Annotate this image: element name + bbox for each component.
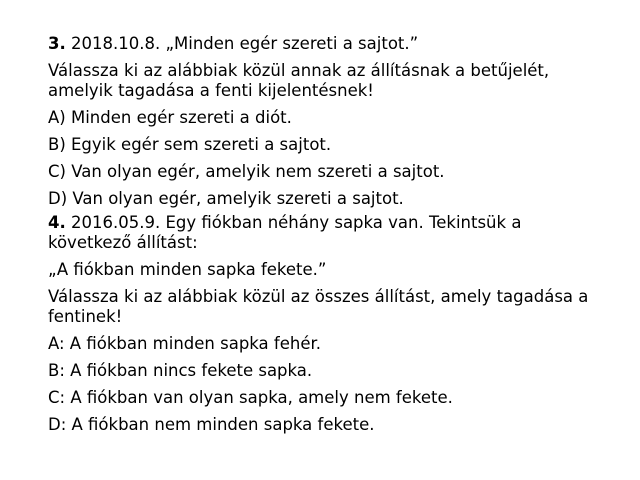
slide-content [48,34,608,442]
q4-option-a: A: A fiókban minden sapka fehér. [48,334,321,353]
q3-option-a: A) Minden egér szereti a diót. [48,108,292,127]
q4-number: 4. [48,213,66,232]
q3-option-c: C) Van olyan egér, amelyik nem szereti a sajtot. [48,162,445,181]
q4-heading-text: 2016.05.9. Egy fiókban néhány sapka van. Tekintsük a következő állítást: [48,213,522,252]
q4-prompt: Válassza ki az alábbiak közül az összes állítást, amely tagadása a fentinek! [48,287,589,326]
q4-option-c: C: A fiókban van olyan sapka, amely nem fekete. [48,388,453,407]
q4-heading [48,213,608,253]
q3-option-b: B) Egyik egér sem szereti a sajtot. [48,135,332,154]
q3-option-d: D) Van olyan egér, amelyik szereti a sajtot. [48,189,404,208]
q4-statement: „A fiókban minden sapka fekete.” [48,260,327,279]
q3-number: 3. [48,34,66,53]
q3-prompt: Válassza ki az alábbiak közül annak az állításnak a betűjelét, amelyik tagadása a fenti kijelentésnek! [48,61,550,100]
q3-heading-text: 2018.10.8. „Minden egér szereti a sajtot.” [65,34,419,53]
q4-option-b: B: A fiókban nincs fekete sapka. [48,361,313,380]
q3-heading [48,34,608,54]
q4-option-d: D: A fiókban nem minden sapka fekete. [48,415,375,434]
